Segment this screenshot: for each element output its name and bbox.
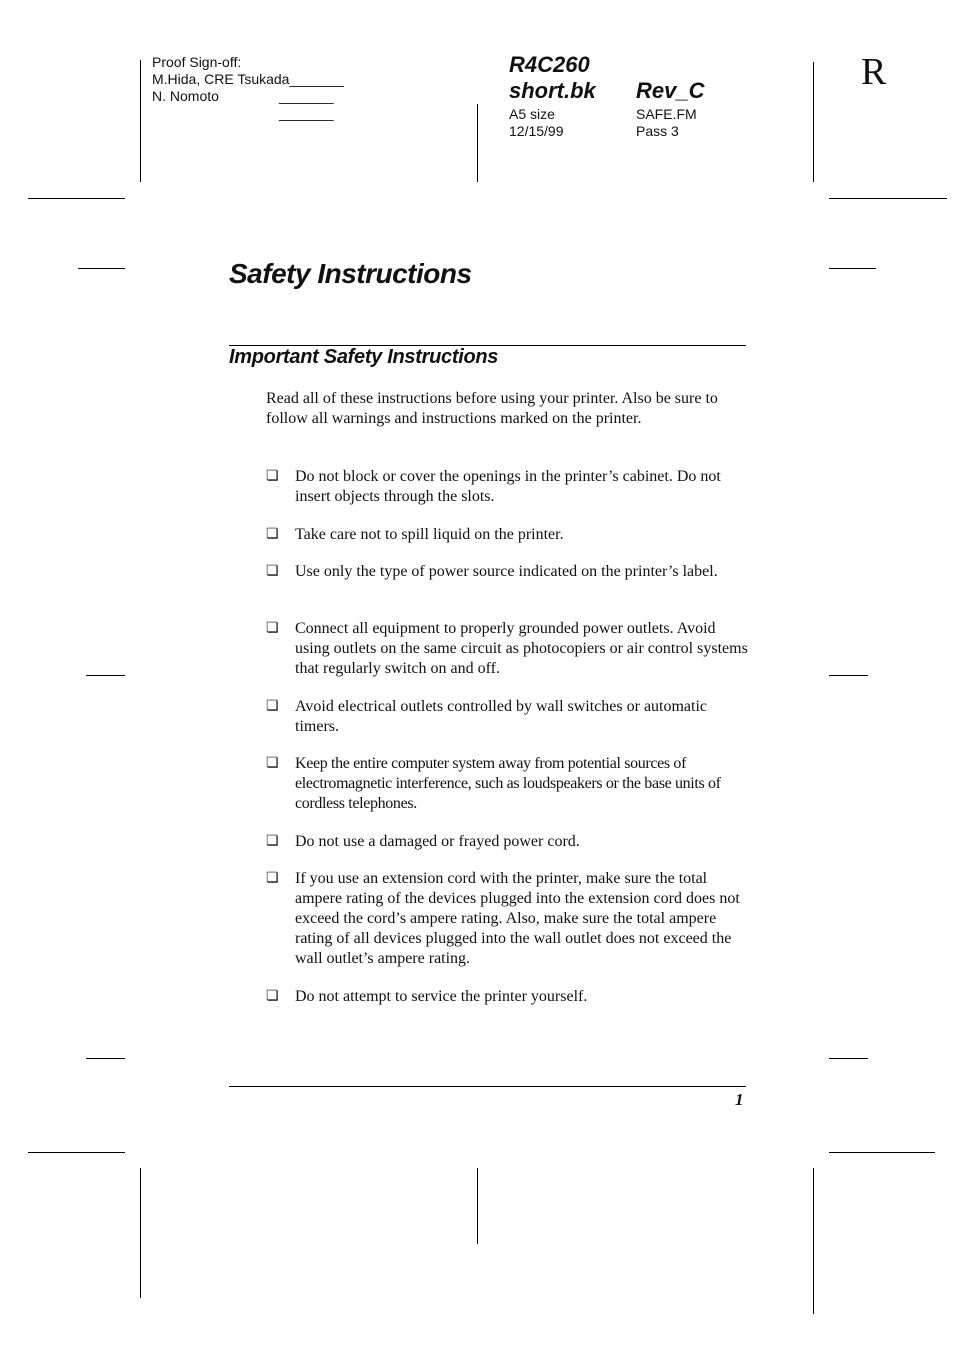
date: 12/15/99 [509,123,564,139]
list-item [266,562,748,582]
checkbox-bullet-icon: ❏ [266,564,279,579]
checkbox-bullet-icon: ❏ [266,756,279,771]
list-item-text: Take care not to spill liquid on the printer. [295,526,564,543]
crop-mark [829,1152,935,1153]
checkbox-bullet-icon: ❏ [266,834,279,849]
crop-mark [86,1058,125,1059]
list-item [266,754,748,814]
pass-number: Pass 3 [636,123,679,139]
crop-mark [86,675,125,676]
proof-label: Proof Sign-off: [152,54,242,70]
crop-mark [28,198,125,199]
crop-mark [28,1152,125,1153]
list-item [266,619,748,679]
list-item-text: Do not attempt to service the printer yourself. [295,988,588,1005]
proof-line: N. Nomoto [152,88,219,104]
list-item [266,832,748,852]
checkbox-bullet-icon: ❏ [266,621,279,636]
checkbox-bullet-icon: ❏ [266,527,279,542]
section-title: Important Safety Instructions [229,346,499,368]
footer-rule [229,1086,746,1087]
list-item-text: Do not use a damaged or frayed power cord. [295,833,580,850]
crop-mark [829,198,947,199]
list-item-text: If you use an extension cord with the printer, make sure the total ampere rating of the devices plugged into the extension cord does not exceed the cord’s ampere rating. Also, make sure the total ampere rating of all devices plugged into the wall outlet does not exceed the wall outlet’s ampere rating. [295,870,740,967]
crop-mark [78,268,125,269]
intro-paragraph: Read all of these instructions before using your printer. Also be sure to follow all warnings and instructions marked on the printer. [266,390,718,427]
file-name: SAFE.FM [636,106,697,122]
proof-line: M.Hida, CRE Tsukada_______ [152,71,344,87]
margin-mark: R [861,51,887,93]
crop-mark [829,268,876,269]
list-item [266,697,748,737]
page-title: Safety Instructions [229,258,472,289]
list-item-text: Keep the entire computer system away from potential sources of electromagnetic interference, such as loudspeakers or the base units of cordless telephones. [295,755,721,812]
crop-mark [140,1168,141,1298]
crop-mark [813,62,814,182]
crop-mark [829,675,868,676]
page-number: 1 [735,1090,744,1109]
list-item-text: Use only the type of power source indicated on the printer’s label. [295,563,718,580]
paper-size: A5 size [509,106,555,122]
checkbox-bullet-icon: ❏ [266,871,279,886]
list-item [266,467,748,507]
checkbox-bullet-icon: ❏ [266,989,279,1004]
proof-blank: _______ [279,105,334,121]
book-code: R4C260 [509,52,590,77]
book-file: short.bk [509,78,596,103]
list-item-text: Connect all equipment to properly grounded power outlets. Avoid using outlets on the same circuit as photocopiers or air control systems that regularly switch on and off. [295,620,748,677]
crop-mark [813,1168,814,1314]
list-item [266,525,748,545]
crop-mark [829,1058,868,1059]
list-item [266,869,748,969]
list-item-text: Do not block or cover the openings in the printer’s cabinet. Do not insert objects through the slots. [295,468,721,505]
checkbox-bullet-icon: ❏ [266,699,279,714]
list-item-text: Avoid electrical outlets controlled by wall switches or automatic timers. [295,698,708,735]
proof-blank: _______ [279,88,334,104]
checkbox-bullet-icon: ❏ [266,469,279,484]
crop-mark [477,1168,478,1244]
list-item [266,987,748,1007]
revision: Rev_C [636,78,705,103]
crop-mark [140,60,141,182]
crop-mark [477,104,478,182]
